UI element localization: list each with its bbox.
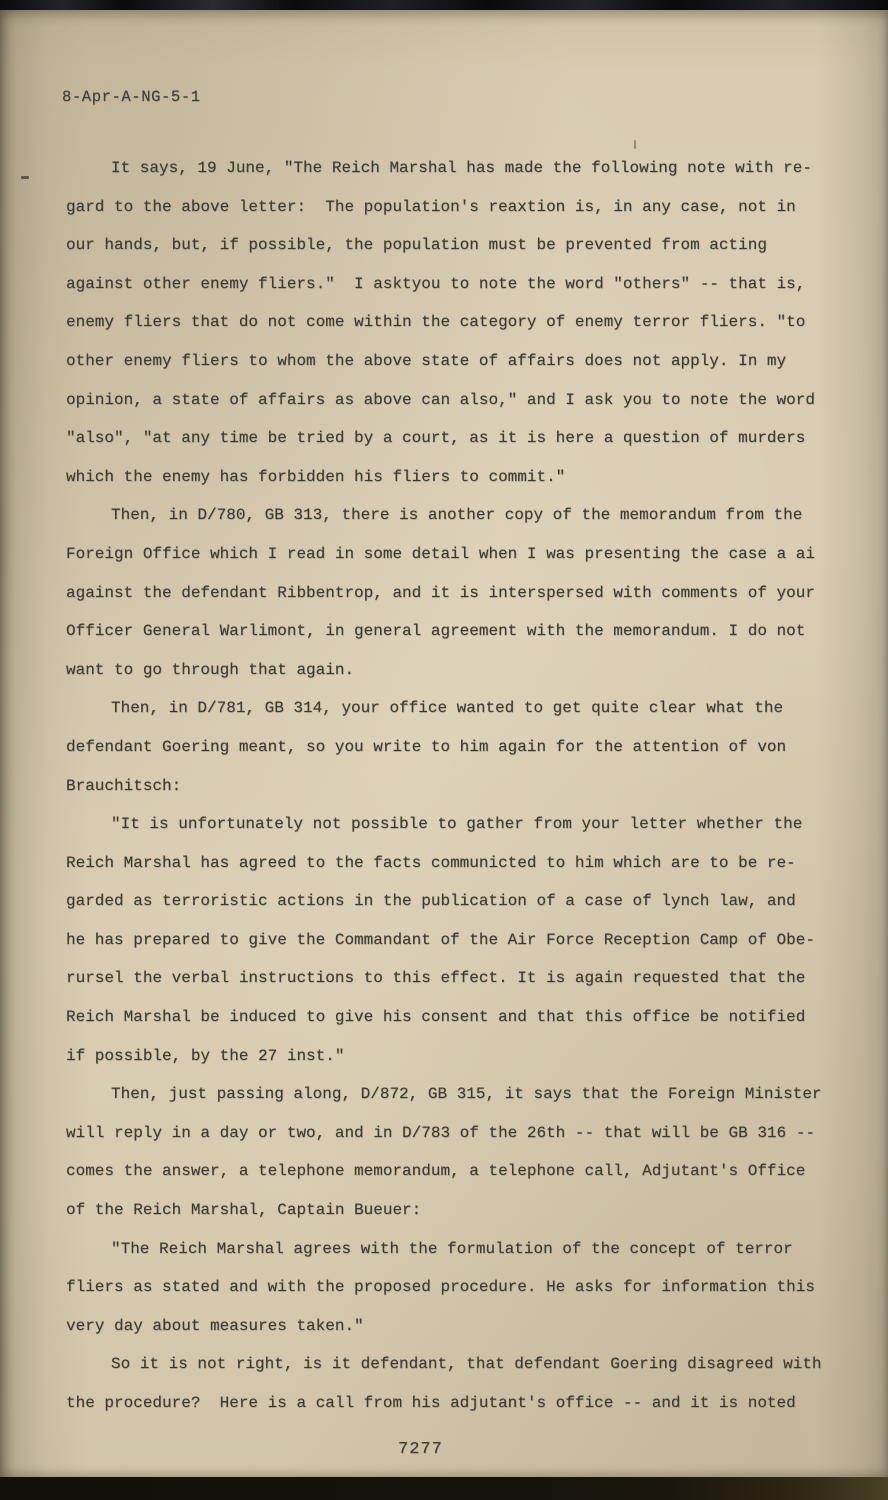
text-line: want to go through that again. (66, 660, 355, 679)
ink-speck (634, 140, 636, 149)
text-line: comes the answer, a telephone memorandum, a telephone call, Adjutant's Office (66, 1162, 806, 1181)
document-body (66, 149, 866, 1423)
paragraph (66, 1230, 866, 1346)
paper-page (0, 10, 888, 1477)
text-line: It says, 19 June, "The Reich Marshal has made the following note with re- (111, 159, 812, 177)
text-line: of the Reich Marshal, Captain Bueuer: (66, 1201, 422, 1220)
text-line: fliers as stated and with the proposed procedure. He asks for information this (66, 1278, 815, 1297)
text-line: Reich Marshal has agreed to the facts communicted to him which are to be re- (66, 853, 796, 872)
text-line: defendant Goering meant, so you write to him again for the attention of von (66, 737, 787, 756)
text-line: garded as terroristic actions in the publication of a case of lynch law, and (66, 892, 796, 911)
text-line: "It is unfortunately not possible to gather from your letter whether the (111, 815, 803, 834)
text-line: gard to the above letter: The population's reaxtion is, in any case, not in (66, 197, 796, 216)
text-line: "The Reich Marshal agrees with the formulation of the concept of terror (111, 1239, 793, 1258)
scan-edge-top (0, 0, 888, 10)
text-line: which the enemy has forbidden his fliers to commit." (66, 467, 566, 486)
text-line: enemy fliers that do not come within the category of enemy terror fliers. "to (66, 313, 806, 332)
text-line: very day about measures taken." (66, 1316, 364, 1335)
text-line: will reply in a day or two, and in D/783 of the 26th -- that will be GB 316 -- (66, 1123, 815, 1142)
text-line: Officer General Warlimont, in general agreement with the memorandum. I do not (66, 622, 806, 641)
page-number: 7277 (398, 1440, 443, 1459)
margin-mark (21, 176, 29, 179)
text-line: Then, in D/781, GB 314, your office wanted to get quite clear what the (111, 699, 784, 718)
text-line: So it is not right, is it defendant, that defendant Goering disagreed with (111, 1355, 822, 1374)
text-line: our hands, but, if possible, the population must be prevented from acting (66, 236, 767, 255)
text-line: other enemy fliers to whom the above state of affairs does not apply. In my (66, 351, 787, 370)
text-line: Brauchitsch: (66, 776, 182, 795)
paragraph (66, 496, 866, 689)
text-line: Then, in D/780, GB 313, there is another copy of the memorandum from the (111, 506, 803, 525)
paragraph (66, 1075, 866, 1229)
scan-edge-bottom (0, 1477, 888, 1500)
paragraph (66, 1345, 866, 1422)
paragraph (66, 149, 866, 496)
document-reference-code: 8-Apr-A-NG-5-1 (62, 88, 201, 106)
text-line: the procedure? Here is a call from his adjutant's office -- and it is noted (66, 1394, 796, 1412)
text-line: rursel the verbal instructions to this effect. It is again requested that the (66, 969, 806, 988)
text-line: against other enemy fliers." I asktyou to note the word "others" -- that is, (66, 274, 806, 293)
text-line: he has prepared to give the Commandant of the Air Force Reception Camp of Obe- (66, 930, 815, 949)
paragraph (66, 689, 866, 805)
text-line: Foreign Office which I read in some detail when I was presenting the case a ai (66, 544, 815, 563)
paragraph (66, 805, 866, 1075)
text-line: "also", "at any time be tried by a court, as it is here a question of murders (66, 429, 806, 448)
text-line: if possible, by the 27 inst." (66, 1046, 345, 1065)
text-line: Then, just passing along, D/872, GB 315, it says that the Foreign Minister (111, 1085, 822, 1104)
text-line: opinion, a state of affairs as above can also," and I ask you to note the word (66, 390, 815, 409)
text-line: Reich Marshal be induced to give his consent and that this office be notified (66, 1008, 806, 1027)
text-line: against the defendant Ribbentrop, and it is interspersed with comments of your (66, 583, 815, 602)
